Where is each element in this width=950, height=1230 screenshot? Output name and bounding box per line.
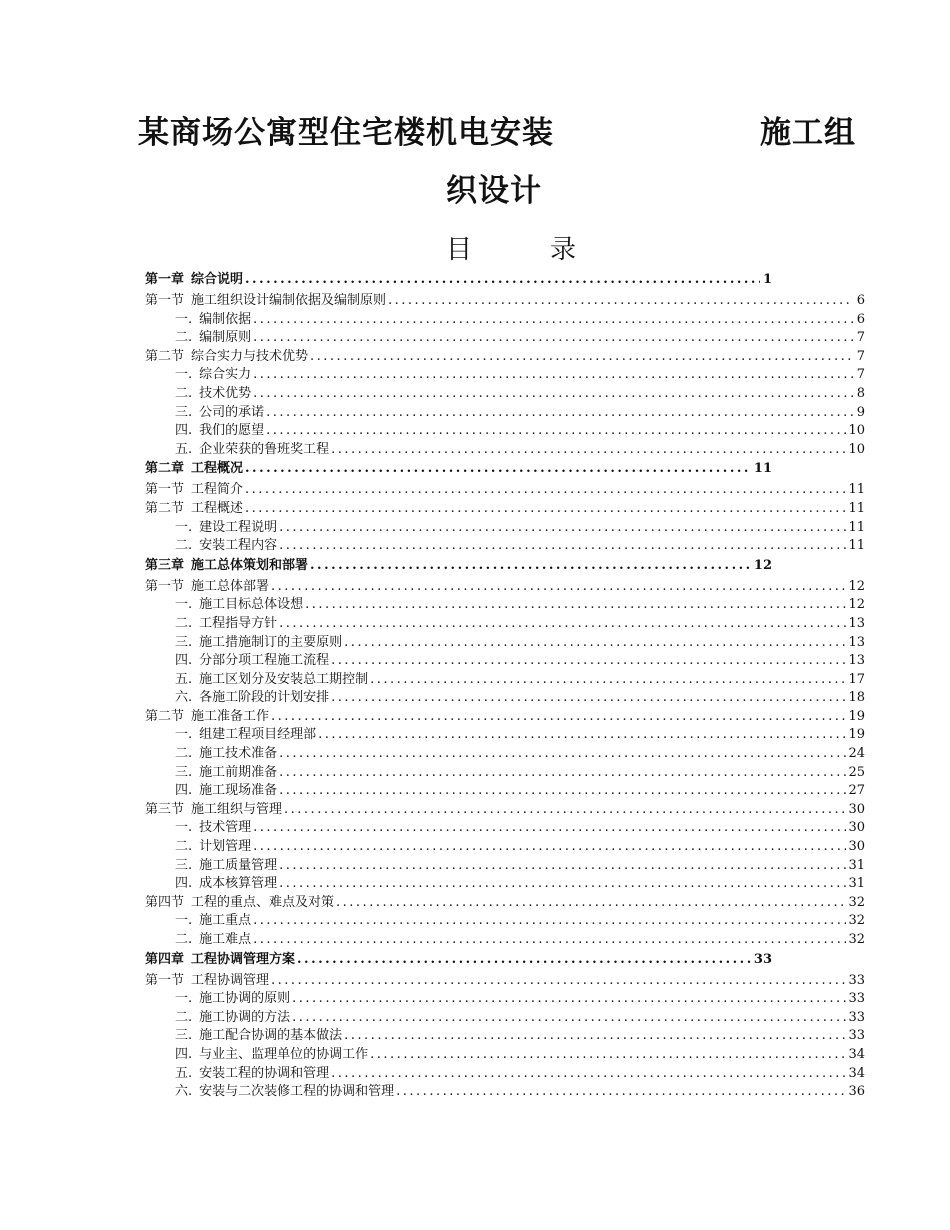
toc-entry-page-number: 8	[856, 385, 865, 401]
toc-entry-page-number: 30	[848, 839, 865, 855]
document-title-line-2: 织设计	[446, 173, 542, 209]
toc-entry-item[interactable]	[145, 404, 865, 423]
toc-entry-section[interactable]	[145, 481, 865, 500]
toc-entry-title: 建设工程说明	[199, 519, 278, 535]
toc-dot-leader	[271, 708, 846, 727]
toc-entry-number: 六.	[175, 1084, 193, 1100]
toc-entry-page-number: 34	[848, 1046, 865, 1062]
toc-entry-chapter[interactable]	[145, 556, 772, 576]
toc-dot-leader	[279, 782, 846, 801]
toc-entry-page-number: 19	[848, 727, 865, 743]
toc-dot-leader	[279, 745, 846, 764]
toc-dot-leader	[279, 519, 846, 538]
toc-dot-leader	[253, 931, 846, 950]
toc-entry-item[interactable]	[145, 782, 865, 801]
toc-entry-number: 四.	[175, 876, 193, 892]
toc-entry-number: 二.	[175, 538, 193, 554]
toc-entry-section[interactable]	[145, 292, 865, 311]
toc-entry-title: 工程指导方针	[199, 615, 278, 631]
toc-entry-number: 二.	[175, 746, 193, 762]
toc-entry-section[interactable]	[145, 894, 865, 913]
toc-entry-item[interactable]	[145, 912, 865, 931]
toc-entry-page-number: 32	[848, 913, 865, 929]
toc-entry-page-number: 11	[753, 461, 772, 477]
toc-entry-item[interactable]	[145, 857, 865, 876]
toc-entry-item[interactable]	[145, 519, 865, 538]
toc-dot-leader	[253, 838, 846, 857]
toc-entry-number: 五.	[175, 671, 193, 687]
toc-entry-chapter[interactable]	[145, 950, 772, 970]
toc-entry-title: 技术优势	[199, 385, 252, 401]
toc-entry-title: 组建工程项目经理部	[199, 727, 317, 743]
toc-entry-page-number: 36	[848, 1084, 865, 1100]
toc-entry-item[interactable]	[145, 385, 865, 404]
toc-entry-number: 第一节	[145, 972, 185, 988]
toc-dot-leader	[245, 270, 760, 290]
toc-entry-section[interactable]	[145, 500, 865, 519]
toc-heading	[446, 230, 576, 270]
toc-entry-page-number: 13	[848, 634, 865, 650]
toc-heading-left: 目	[446, 235, 473, 265]
toc-entry-item[interactable]	[145, 689, 865, 708]
toc-entry-number: 第一章	[145, 272, 185, 287]
toc-entry-number: 三.	[175, 764, 193, 780]
toc-dot-leader	[331, 1065, 846, 1084]
toc-entry-chapter[interactable]	[145, 270, 772, 290]
toc-entry-title: 施工协调的方法	[199, 1009, 291, 1025]
toc-dot-leader	[253, 366, 853, 385]
toc-entry-page-number: 17	[848, 671, 865, 687]
toc-entry-item[interactable]	[145, 1046, 865, 1065]
toc-entry-title: 综合实力	[199, 367, 252, 383]
toc-entry-page-number: 33	[848, 1009, 865, 1025]
toc-entry-title: 安装工程内容	[199, 538, 278, 554]
toc-entry-page-number: 11	[848, 538, 865, 554]
toc-entry-page-number: 1	[762, 272, 772, 287]
toc-entry-title: 我们的愿望	[199, 423, 265, 439]
toc-entry-number: 第二章	[145, 461, 185, 477]
toc-entry-page-number: 12	[848, 597, 865, 613]
toc-entry-number: 四.	[175, 653, 193, 669]
toc-entry-title: 施工组织与管理	[191, 801, 283, 817]
toc-entry-page-number: 33	[753, 951, 772, 967]
toc-entry-number: 三.	[175, 857, 193, 873]
toc-dot-leader	[253, 311, 853, 330]
toc-entry-item[interactable]	[145, 441, 865, 460]
toc-dot-leader	[292, 990, 846, 1009]
toc-entry-item[interactable]	[145, 838, 865, 857]
toc-entry-number: 第二节	[145, 708, 185, 724]
toc-entry-section[interactable]	[145, 801, 865, 820]
toc-entry-number: 第一节	[145, 293, 185, 308]
toc-entry-number: 三.	[175, 634, 193, 650]
toc-entry-item[interactable]	[145, 311, 865, 330]
toc-entry-page-number: 7	[856, 367, 865, 383]
toc-entry-number: 一.	[175, 367, 193, 383]
toc-entry-title: 施工组织设计编制依据及编制原则	[191, 293, 387, 308]
toc-entry-title: 施工难点	[199, 932, 252, 947]
toc-entry-page-number: 32	[848, 894, 865, 910]
toc-entry-section[interactable]	[145, 708, 865, 727]
toc-entry-number: 一.	[175, 820, 193, 836]
toc-dot-leader	[279, 875, 846, 894]
toc-entry-page-number: 32	[848, 932, 865, 947]
toc-entry-title: 施工准备工作	[191, 708, 270, 724]
toc-dot-leader	[292, 1009, 846, 1028]
toc-entry-page-number: 13	[848, 653, 865, 669]
toc-dot-leader	[253, 819, 846, 838]
toc-entry-title: 工程协调管理方案	[191, 951, 296, 967]
toc-entry-title: 安装与二次装修工程的协调和管理	[199, 1084, 395, 1100]
toc-dot-leader	[271, 972, 846, 991]
toc-entry-page-number: 11	[848, 519, 865, 535]
toc-entry-page-number: 19	[848, 708, 865, 724]
toc-entry-title: 企业荣获的鲁班奖工程	[199, 441, 330, 457]
toc-entry-number: 一.	[175, 727, 193, 743]
toc-entry-page-number: 31	[848, 857, 865, 873]
toc-entry-title: 施工前期准备	[199, 764, 278, 780]
toc-entry-item[interactable]	[145, 329, 865, 348]
toc-entry-item[interactable]	[145, 1009, 865, 1028]
toc-entry-page-number: 33	[848, 991, 865, 1007]
toc-dot-leader	[245, 481, 846, 500]
toc-entry-number: 四.	[175, 783, 193, 799]
toc-entry-title: 工程概述	[191, 500, 244, 516]
toc-dot-leader	[310, 348, 853, 367]
toc-dot-leader	[297, 950, 752, 970]
toc-entry-title: 技术管理	[199, 820, 252, 836]
toc-entry-number: 第一节	[145, 578, 185, 594]
toc-entry-title: 施工协调的原则	[199, 991, 291, 1007]
toc-entry-item[interactable]	[145, 990, 865, 1009]
toc-entry-item[interactable]	[145, 634, 865, 653]
toc-entry-number: 第一节	[145, 482, 185, 498]
toc-entry-title: 工程的重点、难点及对策	[191, 894, 335, 910]
toc-entry-title: 综合实力与技术优势	[191, 348, 309, 364]
toc-entry-number: 六.	[175, 690, 193, 706]
toc-entry-page-number: 27	[848, 783, 865, 799]
toc-entry-number: 一.	[175, 913, 193, 929]
toc-entry-page-number: 30	[848, 820, 865, 836]
toc-entry-number: 第四章	[145, 951, 185, 967]
toc-entry-title: 施工区划分及安装总工期控制	[199, 671, 369, 687]
toc-entry-title: 编制原则	[199, 330, 252, 346]
toc-entry-item[interactable]	[145, 671, 865, 690]
toc-entry-title: 施工总体策划和部署	[191, 557, 309, 573]
toc-entry-number: 一.	[175, 991, 193, 1007]
toc-entry-page-number: 10	[848, 423, 865, 439]
toc-entry-item[interactable]	[145, 615, 865, 634]
toc-dot-leader	[245, 459, 752, 479]
toc-dot-leader	[266, 422, 846, 441]
toc-entry-item[interactable]	[145, 726, 865, 745]
toc-entry-page-number: 24	[848, 746, 865, 762]
toc-entry-page-number: 6	[856, 293, 865, 308]
toc-entry-page-number: 33	[848, 1028, 865, 1044]
toc-entry-page-number: 31	[848, 876, 865, 892]
toc-dot-leader	[388, 292, 853, 311]
toc-dot-leader	[266, 404, 853, 423]
toc-entry-title: 各施工阶段的计划安排	[199, 690, 330, 706]
toc-dot-leader	[396, 1083, 846, 1102]
toc-entry-title: 施工总体部署	[191, 578, 270, 594]
toc-entry-item[interactable]	[145, 366, 865, 385]
toc-entry-number: 四.	[175, 1046, 193, 1062]
toc-entry-number: 一.	[175, 311, 193, 327]
toc-entry-page-number: 13	[848, 615, 865, 631]
toc-dot-leader	[331, 689, 846, 708]
toc-dot-leader	[279, 537, 846, 556]
toc-entry-section[interactable]	[145, 578, 865, 597]
toc-entry-number: 五.	[175, 1065, 193, 1081]
toc-dot-leader	[253, 329, 853, 348]
toc-entry-number: 二.	[175, 932, 193, 947]
toc-entry-page-number: 18	[848, 690, 865, 706]
toc-entry-title: 工程协调管理	[191, 972, 270, 988]
document-title-part-2: 施工组	[760, 115, 856, 151]
toc-entry-title: 分部分项工程施工流程	[199, 653, 330, 669]
toc-entry-item[interactable]	[145, 931, 865, 950]
toc-dot-leader	[253, 385, 853, 404]
toc-dot-leader	[331, 652, 846, 671]
toc-entry-number: 五.	[175, 441, 193, 457]
toc-dot-leader	[336, 894, 846, 913]
toc-entry-number: 三.	[175, 404, 193, 420]
toc-entry-item[interactable]	[145, 745, 865, 764]
toc-entry-title: 施工现场准备	[199, 783, 278, 799]
toc-dot-leader	[370, 671, 846, 690]
toc-entry-item[interactable]	[145, 422, 865, 441]
toc-entry-item[interactable]	[145, 537, 865, 556]
toc-entry-title: 综合说明	[191, 272, 244, 287]
toc-entry-page-number: 7	[856, 330, 865, 346]
toc-entry-page-number: 12	[753, 557, 772, 573]
toc-dot-leader	[271, 578, 846, 597]
toc-entry-section[interactable]	[145, 348, 865, 367]
toc-dot-leader	[305, 596, 846, 615]
toc-entry-title: 公司的承诺	[199, 404, 265, 420]
toc-entry-number: 第三章	[145, 557, 185, 573]
toc-entry-section[interactable]	[145, 972, 865, 991]
toc-entry-title: 工程简介	[191, 482, 244, 498]
toc-entry-item[interactable]	[145, 764, 865, 783]
toc-entry-item[interactable]	[145, 596, 865, 615]
toc-entry-title: 安装工程的协调和管理	[199, 1065, 330, 1081]
toc-entry-item[interactable]	[145, 875, 865, 894]
toc-entry-title: 施工措施制订的主要原则	[199, 634, 343, 650]
toc-entry-item[interactable]	[145, 819, 865, 838]
toc-entry-number: 第二节	[145, 348, 185, 364]
toc-entry-title: 施工目标总体设想	[199, 597, 304, 613]
toc-entry-page-number: 11	[848, 500, 865, 516]
toc-entry-page-number: 12	[848, 578, 865, 594]
toc-entry-number: 第二节	[145, 500, 185, 516]
toc-entry-title: 施工技术准备	[199, 746, 278, 762]
toc-entry-item[interactable]	[145, 1083, 865, 1102]
toc-entry-number: 二.	[175, 330, 193, 346]
toc-entry-page-number: 25	[848, 764, 865, 780]
toc-dot-leader	[331, 441, 846, 460]
toc-entry-page-number: 11	[848, 482, 865, 498]
toc-dot-leader	[279, 857, 846, 876]
toc-entry-title: 编制依据	[199, 311, 252, 327]
toc-entry-item[interactable]	[145, 652, 865, 671]
toc-entry-page-number: 34	[848, 1065, 865, 1081]
toc-entry-item[interactable]	[145, 1065, 865, 1084]
toc-entry-title: 工程概况	[191, 461, 244, 477]
toc-entry-number: 二.	[175, 615, 193, 631]
toc-entry-number: 二.	[175, 385, 193, 401]
toc-entry-page-number: 33	[848, 972, 865, 988]
toc-entry-page-number: 10	[848, 441, 865, 457]
toc-entry-number: 四.	[175, 423, 193, 439]
toc-entry-item[interactable]	[145, 1027, 865, 1046]
toc-entry-number: 一.	[175, 519, 193, 535]
toc-dot-leader	[245, 500, 846, 519]
toc-entry-title: 施工配合协调的基本做法	[199, 1028, 343, 1044]
toc-entry-page-number: 9	[856, 404, 865, 420]
toc-entry-title: 计划管理	[199, 839, 252, 855]
table-of-contents	[145, 270, 865, 1102]
toc-entry-title: 施工重点	[199, 913, 252, 929]
toc-entry-number: 二.	[175, 839, 193, 855]
toc-entry-chapter[interactable]	[145, 459, 772, 479]
toc-entry-page-number: 6	[856, 311, 865, 327]
toc-entry-page-number: 7	[856, 348, 865, 364]
toc-entry-number: 第四节	[145, 894, 185, 910]
toc-dot-leader	[370, 1046, 846, 1065]
toc-entry-title: 施工质量管理	[199, 857, 278, 873]
toc-entry-number: 三.	[175, 1028, 193, 1044]
toc-entry-number: 第三节	[145, 801, 185, 817]
toc-entry-page-number: 30	[848, 801, 865, 817]
toc-dot-leader	[318, 726, 846, 745]
toc-dot-leader	[279, 615, 846, 634]
toc-entry-number: 一.	[175, 597, 193, 613]
toc-heading-right: 录	[550, 235, 577, 265]
toc-dot-leader	[310, 556, 752, 576]
toc-entry-number: 二.	[175, 1009, 193, 1025]
toc-dot-leader	[344, 1027, 846, 1046]
document-title-part-1: 某商场公寓型住宅楼机电安装	[138, 115, 554, 151]
toc-entry-title: 成本核算管理	[199, 876, 278, 892]
toc-entry-title: 与业主、监理单位的协调工作	[199, 1046, 369, 1062]
toc-dot-leader	[253, 912, 846, 931]
toc-dot-leader	[279, 764, 846, 783]
toc-dot-leader	[284, 801, 846, 820]
toc-dot-leader	[344, 634, 846, 653]
